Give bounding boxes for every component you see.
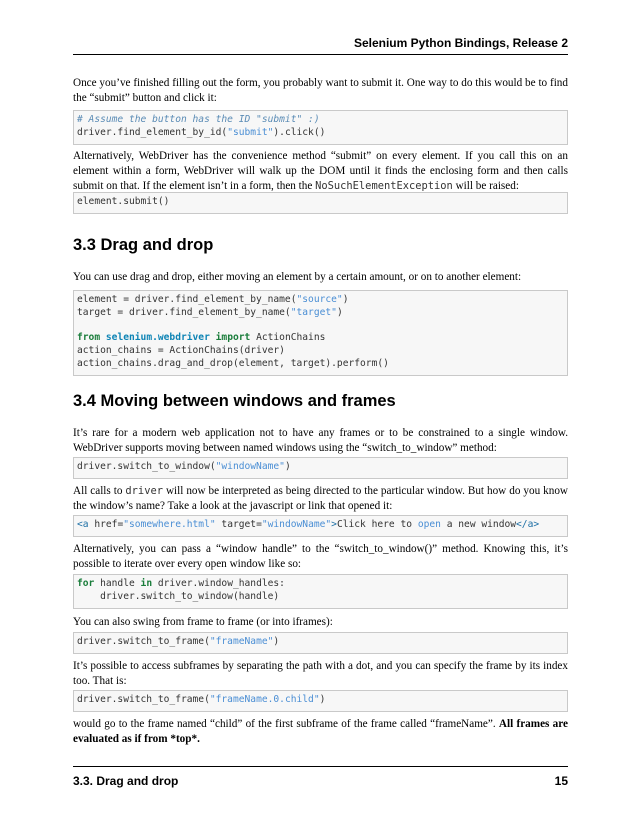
paragraph-submit-intro: Once you’ve finished filling out the form, you probably want to submit it. One way to do this would be to find the “submit” button and click it: <box>73 77 568 104</box>
code-block-anchor-html: <a href="somewhere.html" target="windowName">Click here to open a new window</a> <box>73 515 568 537</box>
paragraph-window-name: All calls to driver will now be interpreted as being directed to the particular window. But how do you know the window’s name? Take a look at the javascript or link that opened it: <box>73 485 568 512</box>
inline-code-exception: NoSuchElementException <box>315 180 453 192</box>
page-number: 15 <box>554 774 568 788</box>
footer-rule <box>73 766 568 767</box>
paragraph-frame-evaluation: would go to the frame named “child” of the first subframe of the frame called “frameName”. All frames are evaluated as if from *top*. <box>73 718 568 745</box>
section-heading-drag-and-drop: 3.3 Drag and drop <box>73 236 214 254</box>
code-comment: # Assume the button has the ID "submit" :) <box>77 114 320 125</box>
code-block-element-submit: element.submit() <box>73 192 568 214</box>
paragraph-iframes: You can also swing from frame to frame (or into iframes): <box>73 616 333 628</box>
code-block-drag-and-drop: element = driver.find_element_by_name("source") target = driver.find_element_by_name("target") from selenium.webdriver import ActionChains action_chains = ActionChains(driver) action_chains.drag_and_drop(element, target).perform() <box>73 290 568 376</box>
paragraph-windows-intro: It’s rare for a modern web application not to have any frames or to be constrained to a single window. WebDriver supports moving between named windows using the “switch_to_window” method: <box>73 427 568 454</box>
code-block-switch-frame: driver.switch_to_frame("frameName") <box>73 632 568 654</box>
running-header: Selenium Python Bindings, Release 2 <box>353 36 568 50</box>
section-heading-windows-frames: 3.4 Moving between windows and frames <box>73 392 396 410</box>
paragraph-subframes: It’s possible to access subframes by separating the path with a dot, and you can specify the frame by its index too. That is: <box>73 660 568 687</box>
bold-note: All frames are evaluated as if from *top*. <box>73 718 568 745</box>
inline-code-driver: driver <box>125 485 163 497</box>
header-rule <box>73 54 568 55</box>
paragraph-window-handle: Alternatively, you can pass a “window handle” to the “switch_to_window()” method. Knowing this, it’s possible to iterate over every open window like so: <box>73 543 568 570</box>
paragraph-submit-convenience: Alternatively, WebDriver has the convenience method “submit” on every element. If you call this on an element within a form, WebDriver will walk up the DOM until it finds the enclosing form and then calls submit on that. If the element isn’t in a form, then the NoSuchElementException will be raised: <box>73 150 568 192</box>
code-block-iterate-handles: for handle in driver.window_handles: driver.switch_to_window(handle) <box>73 574 568 609</box>
code-block-switch-window: driver.switch_to_window("windowName") <box>73 457 568 479</box>
code-block-submit-click: # Assume the button has the ID "submit" :) driver.find_element_by_id("submit").click() <box>73 110 568 145</box>
code-block-switch-subframe: driver.switch_to_frame("frameName.0.child") <box>73 690 568 712</box>
paragraph-drag-intro: You can use drag and drop, either moving an element by a certain amount, or on to another element: <box>73 271 522 283</box>
footer-section-link[interactable]: 3.3. Drag and drop <box>73 774 179 788</box>
